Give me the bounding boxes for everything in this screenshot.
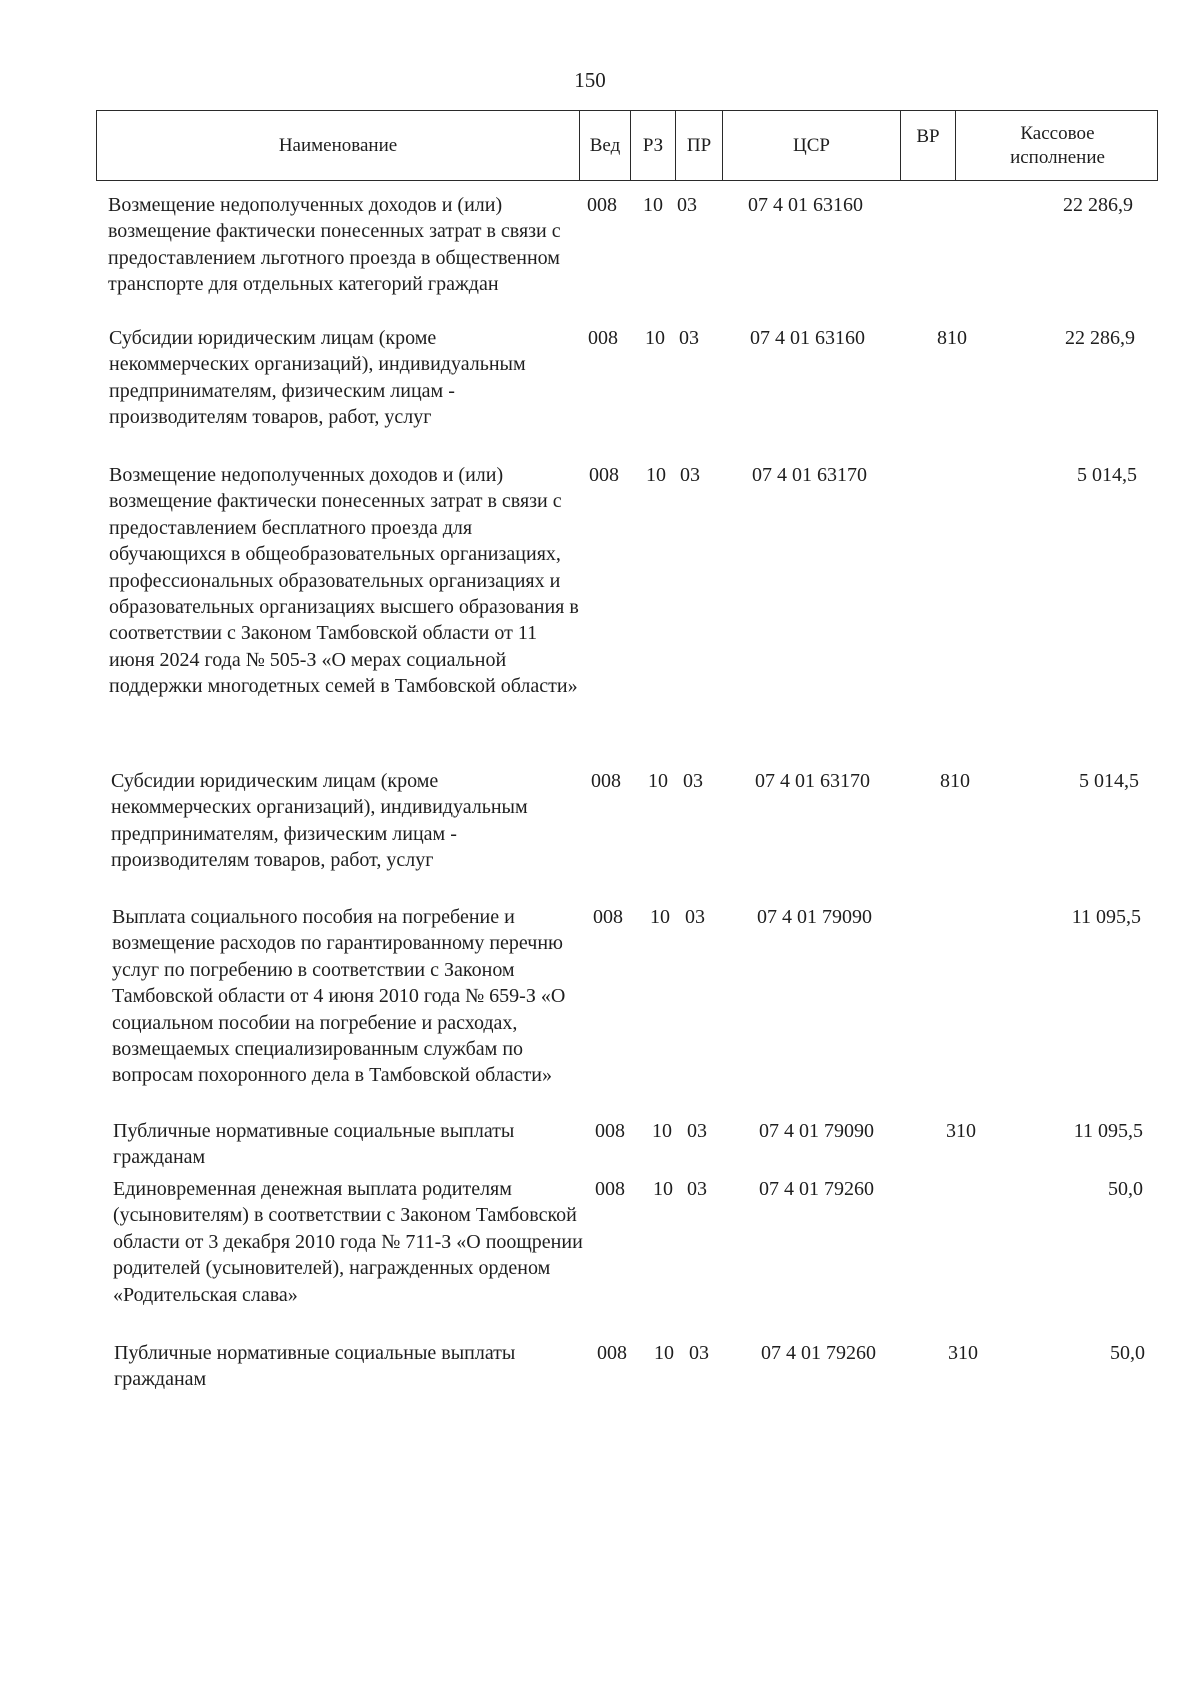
row-csr: 07 4 01 79260 (759, 1178, 874, 1200)
header-rz: РЗ (630, 111, 675, 180)
header-name: Наименование (278, 134, 398, 156)
row-pr: 03 (685, 906, 705, 928)
row-ved: 008 (588, 327, 618, 349)
page-number: 150 (574, 68, 606, 92)
row-pr: 03 (687, 1120, 707, 1142)
row-ved: 008 (595, 1178, 625, 1200)
row-name: Возмещение недополученных доходов и (или) возмещение фактически понесенных затрат в связи с предоставлением бесплатного проезда для обучающихся в общеобразовательных организациях, профессиональных образовательных организациях и образовательных организациях высшего образования в соответствии с Законом Тамбовской области от 11 июня 2024 года № 505-З «О мерах социальной поддержки многодетных семей в Тамбовской области» (109, 464, 579, 698)
row-rz: 10 (650, 906, 670, 928)
header-amount: Кассовое исполнение (955, 111, 1159, 180)
row-vr: 310 (946, 1120, 976, 1142)
row-vr: 810 (937, 327, 967, 349)
row-amount: 22 286,9 (1063, 194, 1133, 216)
row-pr: 03 (683, 770, 703, 792)
row-name: Публичные нормативные социальные выплаты гражданам (113, 1120, 515, 1169)
row-name: Возмещение недополученных доходов и (или) возмещение фактически понесенных затрат в связи с предоставлением льготного проезда в общественном транспорте для отдельных категорий граждан (108, 194, 561, 296)
row-pr: 03 (687, 1178, 707, 1200)
header-pr: ПР (675, 111, 722, 180)
row-name: Единовременная денежная выплата родителям (усыновителям) в соответствии с Законом Тамбовской области от 3 декабря 2010 года № 711-З «О поощрении родителей (усыновителей), награжденных орденом «Родительская слава» (113, 1178, 583, 1306)
row-vr: 310 (948, 1342, 978, 1364)
row-ved: 008 (593, 906, 623, 928)
row-csr: 07 4 01 79260 (761, 1342, 876, 1364)
row-amount: 22 286,9 (1065, 327, 1135, 349)
row-pr: 03 (679, 327, 699, 349)
row-rz: 10 (643, 194, 663, 216)
row-ved: 008 (591, 770, 621, 792)
row-rz: 10 (653, 1178, 673, 1200)
row-csr: 07 4 01 79090 (757, 906, 872, 928)
header-csr: ЦСР (722, 111, 900, 180)
row-name: Выплата социального пособия на погребение и возмещение расходов по гарантированному перечню услуг по погребению в соответствии с Законом Тамбовской области от 4 июня 2010 года № 659-З «О социальном пособии на погребение и расходах, возмещаемых специализированным службам по вопросам похоронного дела в Тамбовской области» (112, 906, 566, 1087)
row-csr: 07 4 01 63170 (755, 770, 870, 792)
row-rz: 10 (645, 327, 665, 349)
row-ved: 008 (587, 194, 617, 216)
header-ved: Вед (579, 111, 630, 180)
row-amount: 5 014,5 (1077, 464, 1137, 486)
row-name: Субсидии юридическим лицам (кроме некоммерческих организаций), индивидуальным предпринимателям, физическим лицам - производителям товаров, работ, услуг (109, 327, 526, 429)
row-ved: 008 (595, 1120, 625, 1142)
row-rz: 10 (648, 770, 668, 792)
row-rz: 10 (646, 464, 666, 486)
row-ved: 008 (597, 1342, 627, 1364)
row-amount: 11 095,5 (1073, 1120, 1143, 1142)
row-amount: 11 095,5 (1071, 906, 1141, 928)
row-ved: 008 (589, 464, 619, 486)
row-amount: 50,0 (1110, 1342, 1145, 1364)
header-vr: ВР (900, 111, 955, 180)
row-vr: 810 (940, 770, 970, 792)
row-pr: 03 (680, 464, 700, 486)
row-csr: 07 4 01 63170 (752, 464, 867, 486)
row-rz: 10 (652, 1120, 672, 1142)
row-csr: 07 4 01 63160 (748, 194, 863, 216)
row-rz: 10 (654, 1342, 674, 1364)
row-pr: 03 (689, 1342, 709, 1364)
row-amount: 5 014,5 (1079, 770, 1139, 792)
row-csr: 07 4 01 79090 (759, 1120, 874, 1142)
row-csr: 07 4 01 63160 (750, 327, 865, 349)
row-amount: 50,0 (1108, 1178, 1143, 1200)
row-name: Субсидии юридическим лицам (кроме некоммерческих организаций), индивидуальным предпринимателям, физическим лицам - производителям товаров, работ, услуг (111, 770, 528, 872)
row-name: Публичные нормативные социальные выплаты гражданам (114, 1342, 516, 1391)
row-pr: 03 (677, 194, 697, 216)
